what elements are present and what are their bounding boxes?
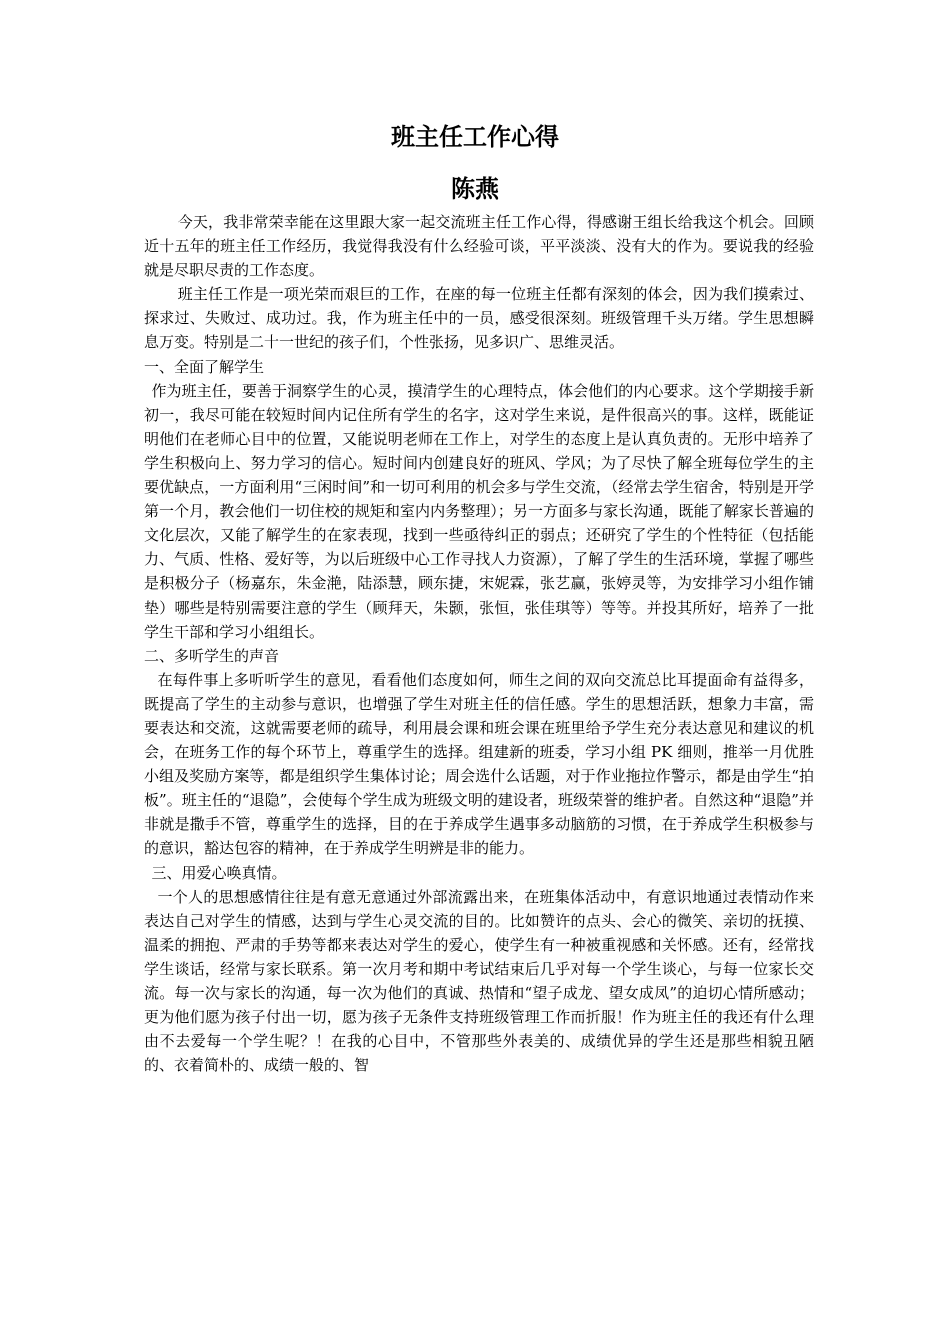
paragraph-section-3: 一个人的思想感情往往是有意无意通过外部流露出来，在班集体活动中，有意识地通过表情动作来表达自己对学生的情感，达到与学生心灵交流的目的。比如赞许的点头、会心的微笑、亲切的抚摸、温柔的拥抱、严肃的手势等都来表达对学生的爱心，使学生有一种被重视感和关怀感。还有，经常找学生谈话，经常与家长联系。第一次月考和期中考试结束后几乎对每一个学生谈心，与每一位家长交流。每一次与家长的沟通，每一次为他们的真诚、热情和“望子成龙、望女成凤”的迫切心情所感动；更为他们愿为孩子付出一切，愿为孩子无条件支持班级管理工作而折服！作为班主任的我还有什么理由不去爱每一个学生呢？！在我的心目中，不管那些外表美的、成绩优异的学生还是那些相貌丑陋的、衣着简朴的、成绩一般的、智 <box>144 887 814 1075</box>
paragraph-section-1: 作为班主任，要善于洞察学生的心灵，摸清学生的心理特点，体会他们的内心要求。这个学期接手新初一，我尽可能在较短时间内记住所有学生的名字，这对学生来说，是件很高兴的事。这样，既能证明他们在老师心目中的位置，又能说明老师在工作上，对学生的态度上是认真负责的。无形中培养了学生积极向上、努力学习的信心。短时间内创建良好的班风、学风；为了尽快了解全班每位学生的主要优缺点，一方面利用“三闲时间”和一切可利用的机会多与学生交流，（经常去学生宿舍，特别是开学第一个月，教会他们一切住校的规矩和室内内务整理）；另一方面多与家长沟通，既能了解家长普遍的文化层次，又能了解学生的在家表现，找到一些亟待纠正的弱点；还研究了学生的个性特征（包括能力、气质、性格、爱好等，为以后班级中心工作寻找人力资源），了解了学生的生活环境，掌握了哪些是积极分子（杨嘉东，朱金滟，陆添慧，顾东捷，宋妮霖，张艺赢，张婷灵等，为安排学习小组作铺垫）哪些是特别需要注意的学生（顾拜天，朱颢，张恒，张佳琪等）等等。并投其所好，培养了一批学生干部和学习小组组长。 <box>144 381 814 641</box>
paragraph-overview: 班主任工作是一项光荣而艰巨的工作，在座的每一位班主任都有深刻的体会，因为我们摸索过、探求过、失败过、成功过。我，作为班主任中的一员，感受很深刻。班级管理千头万绪。学生思想瞬息万变。特别是二十一世纪的孩子们，个性张扬，见多识广、思维灵活。 <box>144 285 814 352</box>
document-title: 班主任工作心得 <box>391 123 559 151</box>
document-body <box>144 210 814 1077</box>
section-heading-1: 一、全面了解学生 <box>144 357 265 376</box>
paragraph-intro: 今天，我非常荣幸能在这里跟大家一起交流班主任工作心得，得感谢王组长给我这个机会。回顾近十五年的班主任工作经历，我觉得我没有什么经验可谈，平平淡淡、没有大的作为。要说我的经验就是尽职尽责的工作态度。 <box>144 213 814 280</box>
paragraph-section-2: 在每件事上多听听学生的意见，看看他们态度如何，师生之间的双向交流总比耳提面命有益得多，既提高了学生的主动参与意识，也增强了学生对班主任的信任感。学生的思想活跃，想象力丰富，需要表达和交流，这就需要老师的疏导，利用晨会课和班会课在班里给予学生充分表达意见和建议的机会，在班务工作的每个环节上，尊重学生的选择。组建新的班委，学习小组 PK 细则，推举一月优胜小组及奖励方案等，都是组织学生集体讨论；周会选什么话题，对于作业拖拉作警示，都是由学生“拍板”。班主任的“退隐”，会使每个学生成为班级文明的建设者，班级荣誉的维护者。自然这种“退隐”并非就是撒手不管，尊重学生的选择，目的在于养成学生遇事多动脑筋的习惯，在于养成学生积极参与的意识，豁达包容的精神，在于养成学生明辨是非的能力。 <box>144 670 814 858</box>
section-heading-2: 二、多听学生的声音 <box>144 646 280 665</box>
section-heading-3: 三、用爱心唤真情。 <box>151 863 287 882</box>
document-author: 陈燕 <box>451 175 499 203</box>
